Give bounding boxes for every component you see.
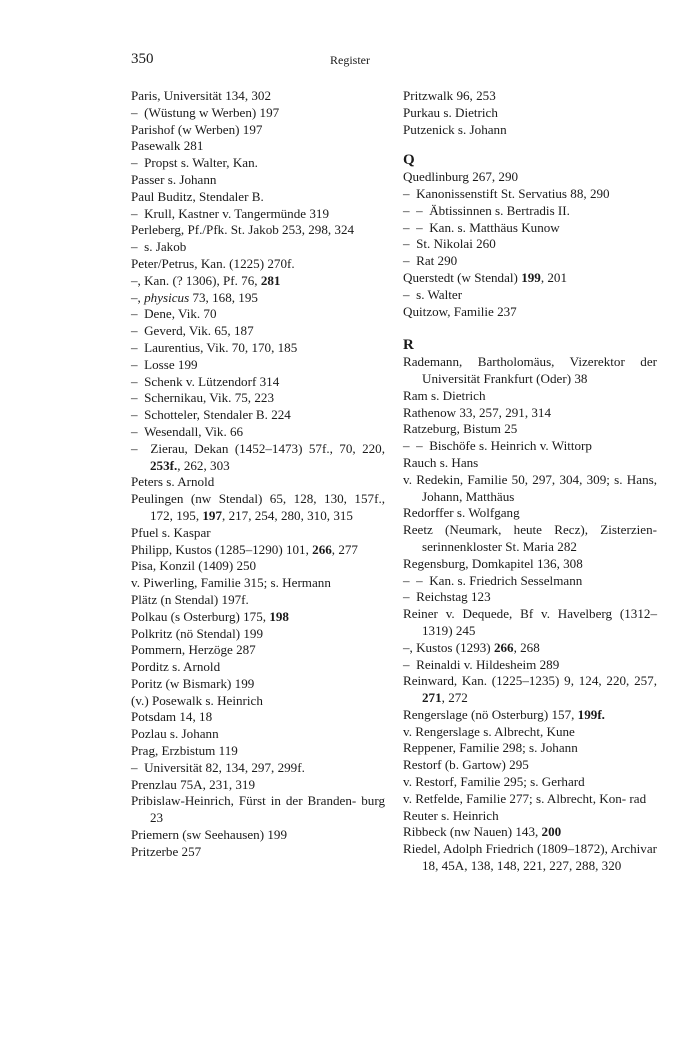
index-entry: Quitzow, Familie 237 xyxy=(403,303,517,319)
index-entry: Peters s. Arnold xyxy=(131,474,215,490)
index-entry: – – Kan. s. Matthäus Kunow xyxy=(403,219,560,235)
index-entry: – Laurentius, Vik. 70, 170, 185 xyxy=(131,339,298,355)
index-entry: Passer s. Johann xyxy=(131,171,217,187)
index-entry: Pozlau s. Johann xyxy=(131,726,219,742)
letter-heading-q: Q xyxy=(403,152,415,169)
index-entry: Porditz s. Arnold xyxy=(131,659,221,675)
index-entry: v. Rengerslage s. Albrecht, Kune xyxy=(403,723,575,739)
index-entry: Reppener, Familie 298; s. Johann xyxy=(403,740,578,756)
index-entry: Paris, Universität 134, 302 xyxy=(131,88,272,103)
index-entry: Reuter s. Heinrich xyxy=(403,807,499,823)
index-entry: – Reichstag 123 xyxy=(403,589,491,605)
index-entry: v. Retfelde, Familie 277; s. Albrecht, Kon- rad xyxy=(403,790,647,806)
index-entry: – s. Jakob xyxy=(131,239,187,255)
index-entry: Parishof (w Werben) 197 xyxy=(131,121,263,137)
index-entry: Paul Buditz, Stendaler B. xyxy=(131,188,264,204)
index-entry: – Wesendall, Vik. 66 xyxy=(131,423,244,439)
running-head: Register xyxy=(330,53,370,67)
index-entry: Rauch s. Hans xyxy=(403,454,479,470)
letter-heading-r: R xyxy=(403,337,414,354)
index-group-q xyxy=(403,169,657,320)
index-entry: Pasewalk 281 xyxy=(131,138,204,154)
index-entry: Quedlinburg 267, 290 xyxy=(403,169,519,185)
index-entry: Purkau s. Dietrich xyxy=(403,104,498,120)
index-entry: Pribislaw-Heinrich, Fürst in der Branden- burg 23 xyxy=(131,793,385,826)
index-entry: Polkau (s Osterburg) 175, 198 xyxy=(131,608,289,624)
index-entry: – Dene, Vik. 70 xyxy=(131,306,217,322)
index-entry: (v.) Posewalk s. Heinrich xyxy=(131,692,263,708)
index-entry: – – Äbtissinnen s. Bertradis II. xyxy=(403,202,570,218)
index-entry: – – Bischöfe s. Heinrich v. Wittorp xyxy=(403,438,592,454)
index-entry: – Propst s. Walter, Kan. xyxy=(131,155,258,171)
index-entry: – Rat 290 xyxy=(403,253,458,269)
index-entry: Pritzwalk 96, 253 xyxy=(403,88,496,103)
index-entry: Pfuel s. Kaspar xyxy=(131,524,211,540)
index-entry: – Universität 82, 134, 297, 299f. xyxy=(131,759,305,775)
index-entry: Riedel, Adolph Friedrich (1809–1872), Archivar 18, 45A, 138, 148, 221, 227, 288, 320 xyxy=(403,841,657,874)
index-entry: Regensburg, Domkapitel 136, 308 xyxy=(403,555,583,571)
index-entry: – Zierau, Dekan (1452–1473) 57f., 70, 220, 253f., 262, 303 xyxy=(131,440,385,473)
page-number: 350 xyxy=(131,51,154,67)
index-entry: –, Kan. (? 1306), Pf. 76, 281 xyxy=(131,272,281,288)
index-entry: – – Kan. s. Friedrich Sesselmann xyxy=(403,572,583,588)
index-entry: – Schenk v. Lützendorf 314 xyxy=(131,373,280,389)
index-entry: Pisa, Konzil (1409) 250 xyxy=(131,558,257,574)
index-entry: Ram s. Dietrich xyxy=(403,387,486,403)
index-entry: Redorffer s. Wolfgang xyxy=(403,505,520,521)
index-entry: – (Wüstung w Werben) 197 xyxy=(131,104,280,120)
index-entry: Reetz (Neumark, heute Recz), Zisterzien- serinnenkloster St. Maria 282 xyxy=(403,522,657,554)
index-entry: Prenzlau 75A, 231, 319 xyxy=(131,776,256,792)
index-entry: – Schernikau, Vik. 75, 223 xyxy=(131,390,274,406)
index-entry: Rathenow 33, 257, 291, 314 xyxy=(403,404,552,420)
index-entry: Peulingen (nw Stendal) 65, 128, 130, 157f., 172, 195, 197, 217, 254, 280, 310, 315 xyxy=(131,491,385,523)
index-entry: Reinward, Kan. (1225–1235) 9, 124, 220, 257, 271, 272 xyxy=(403,673,657,706)
index-entry: – Kanonissenstift St. Servatius 88, 290 xyxy=(403,185,610,201)
index-entry: Plätz (n Stendal) 197f. xyxy=(131,591,249,607)
index-entry: Rademann, Bartholomäus, Vizerektor der Universität Frankfurt (Oder) 38 xyxy=(403,354,657,386)
index-entry: –, Kustos (1293) 266, 268 xyxy=(403,639,540,655)
index-entry: Querstedt (w Stendal) 199, 201 xyxy=(403,269,568,285)
index-entry: Rengerslage (nö Osterburg) 157, 199f. xyxy=(403,706,605,722)
index-column-left xyxy=(131,88,385,861)
index-entry: Restorf (b. Gartow) 295 xyxy=(403,757,529,773)
index-entry: Prag, Erzbistum 119 xyxy=(131,743,238,759)
index-entry: Ratzeburg, Bistum 25 xyxy=(403,421,518,437)
index-entry: Reiner v. Dequede, Bf v. Havelberg (1312–1319) 245 xyxy=(403,606,657,638)
index-column-right xyxy=(403,88,657,875)
index-entry: Perleberg, Pf./Pfk. St. Jakob 253, 298, 324 xyxy=(131,222,355,238)
index-entry: Philipp, Kustos (1285–1290) 101, 266, 277 xyxy=(131,541,358,557)
index-entry: – Reinaldi v. Hildesheim 289 xyxy=(403,656,560,672)
index-entry: Peter/Petrus, Kan. (1225) 270f. xyxy=(131,255,295,271)
index-group-r xyxy=(403,354,657,875)
index-entry: Pommern, Herzöge 287 xyxy=(131,642,256,658)
index-entry: Putzenick s. Johann xyxy=(403,121,507,137)
index-entry: – Geverd, Vik. 65, 187 xyxy=(131,323,254,339)
index-group-p-continued xyxy=(403,88,657,138)
index-entry: v. Restorf, Familie 295; s. Gerhard xyxy=(403,774,585,790)
index-entry: – s. Walter xyxy=(403,286,463,302)
index-entry: – Losse 199 xyxy=(131,356,198,372)
index-entry: –, physicus 73, 168, 195 xyxy=(131,289,258,305)
index-entry: v. Redekin, Familie 50, 297, 304, 309; s. Hans, Johann, Matthäus xyxy=(403,471,657,504)
index-entry: v. Piwerling, Familie 315; s. Hermann xyxy=(131,575,331,591)
index-entry: Poritz (w Bismark) 199 xyxy=(131,675,255,691)
index-entry: Potsdam 14, 18 xyxy=(131,709,213,725)
index-entry: – Schotteler, Stendaler B. 224 xyxy=(131,407,291,423)
index-entry: Priemern (sw Seehausen) 199 xyxy=(131,827,287,843)
index-entry: Ribbeck (nw Nauen) 143, 200 xyxy=(403,824,562,840)
index-entry: Pritzerbe 257 xyxy=(131,843,202,859)
index-entry: Polkritz (nö Stendal) 199 xyxy=(131,625,264,641)
index-entry: – St. Nikolai 260 xyxy=(403,236,496,252)
index-entry: – Krull, Kastner v. Tangermünde 319 xyxy=(131,205,329,221)
